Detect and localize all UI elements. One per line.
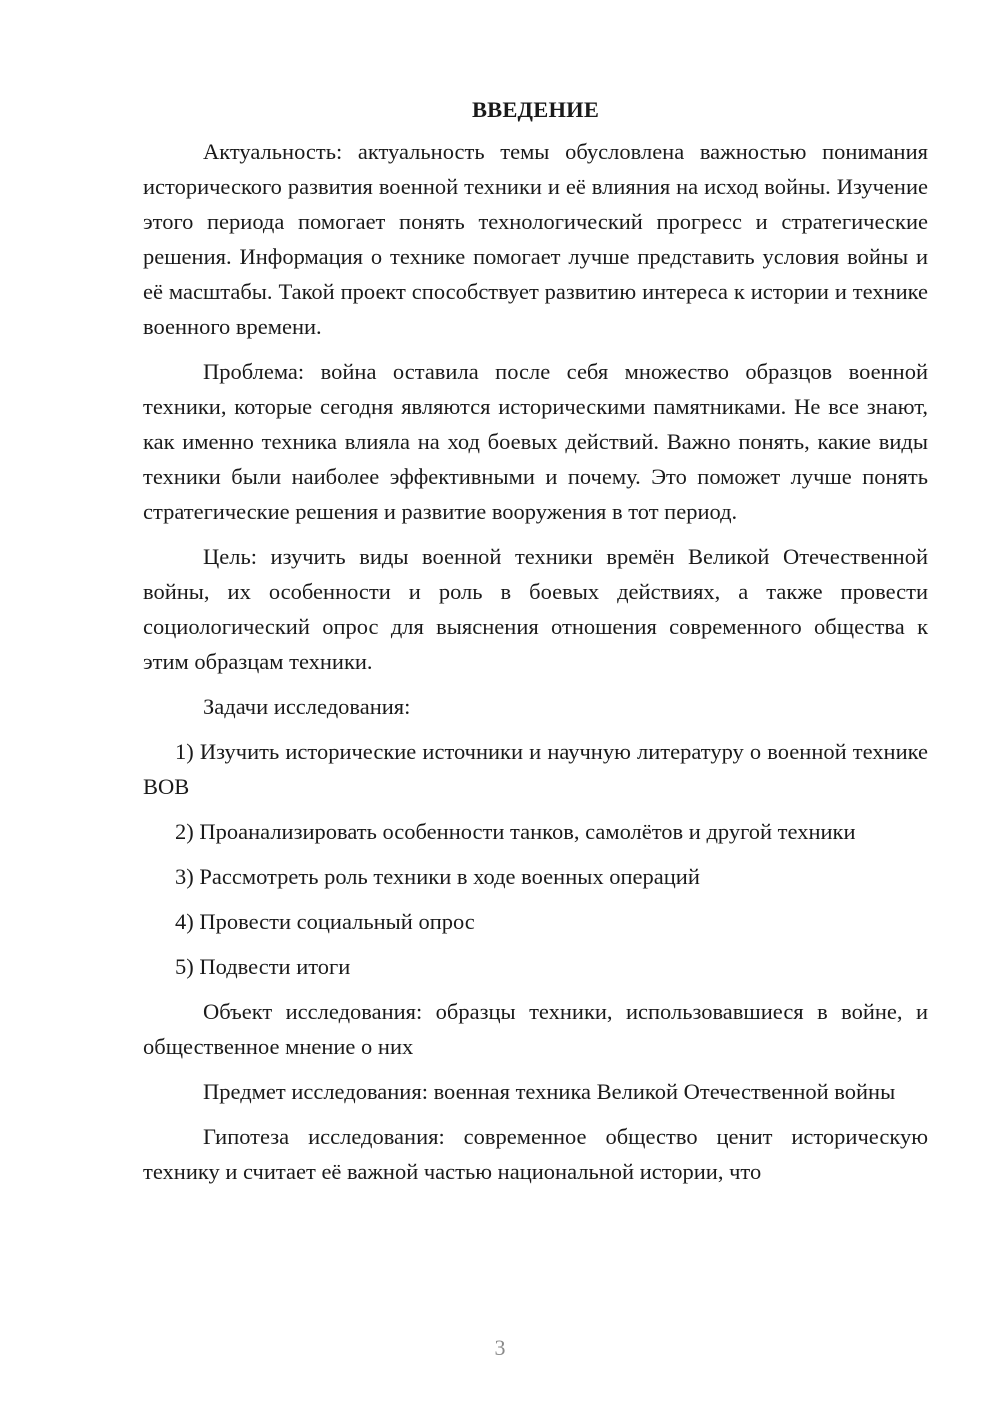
- task-item: 4) Провести социальный опрос: [175, 909, 475, 934]
- task-item: 5) Подвести итоги: [175, 954, 351, 979]
- paragraph-subject: Предмет исследования: военная техника Великой Отечественной войны: [203, 1079, 896, 1104]
- task-item: 2) Проанализировать особенности танков, самолётов и другой техники: [175, 819, 856, 844]
- paragraph-object: Объект исследования: образцы техники, использовавшиеся в войне, и общественное мнение о них: [143, 999, 928, 1059]
- paragraph-tasks-heading: Задачи исследования:: [203, 694, 411, 719]
- task-item: 1) Изучить исторические источники и научную литературу о военной технике ВОВ: [143, 739, 928, 799]
- paragraph-hypothesis: Гипотеза исследования: современное общество ценит историческую технику и считает её важной частью национальной истории, что: [143, 1124, 928, 1184]
- page-content: [143, 90, 928, 1189]
- paragraph-problem: Проблема: война оставила после себя множество образцов военной техники, которые сегодня являются историческими памятниками. Не все знают, как именно техника влияла на ход боевых действий. Важно понять, какие виды техники были наиболее эффективными и почему. Это поможет лучше понять стратегические решения и развитие вооружения в тот период.: [143, 359, 928, 524]
- paragraph-relevance: Актуальность: актуальность темы обусловлена важностью понимания исторического развития военной техники и её влияния на исход войны. Изучение этого периода помогает понять технологический прогресс и стратегические решения. Информация о технике помогает лучше представить условия войны и её масштабы. Такой проект способствует развитию интереса к истории и технике военного времени.: [143, 139, 928, 339]
- page-number: 3: [494, 1335, 506, 1360]
- section-title: ВВЕДЕНИЕ: [471, 97, 600, 122]
- task-item: 3) Рассмотреть роль техники в ходе военных операций: [175, 864, 700, 889]
- paragraph-goal: Цель: изучить виды военной техники времён Великой Отечественной войны, их особенности и роль в боевых действиях, а также провести социологический опрос для выяснения отношения современного общества к этим образцам техники.: [143, 544, 928, 674]
